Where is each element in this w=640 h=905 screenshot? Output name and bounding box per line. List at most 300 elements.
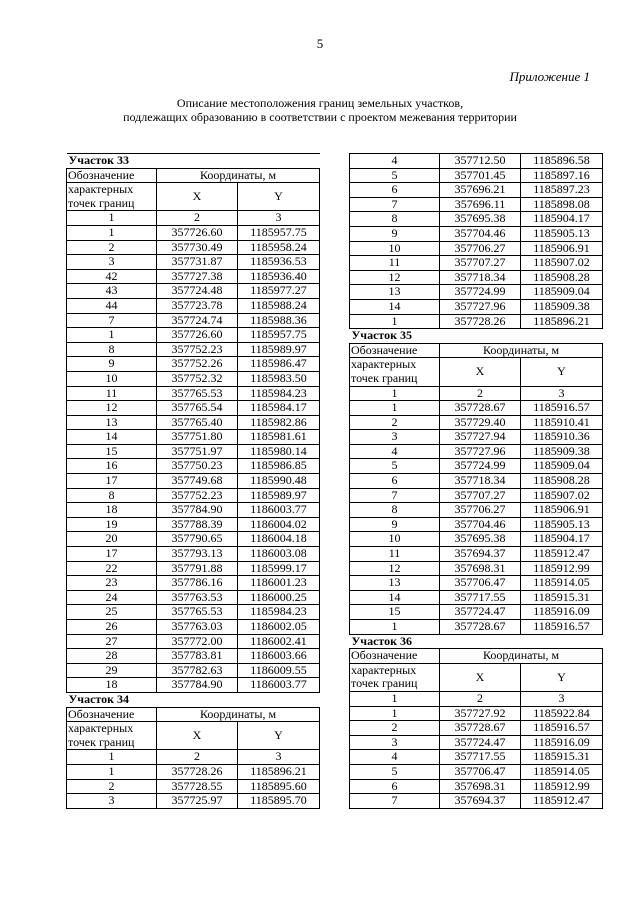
table-row [350,706,603,721]
designation-label-top: Обозначение [67,707,157,722]
x-coordinate: 357728.67 [440,721,521,736]
point-id: 12 [67,401,157,416]
x-coordinate: 357751.97 [157,444,238,459]
y-coordinate: 1185988.36 [238,313,320,328]
table-row [67,401,320,416]
y-coordinate: 1186001.23 [238,576,320,591]
x-coordinate: 357727.92 [440,706,521,721]
y-coordinate: 1185981.61 [238,430,320,445]
x-coordinate: 357696.21 [440,183,521,198]
y-coordinate: 1185977.27 [238,284,320,299]
y-coordinate: 1185898.08 [521,197,603,212]
point-id: 29 [67,663,157,678]
point-id: 44 [67,298,157,313]
y-coordinate: 1186000.25 [238,590,320,605]
coordinates-table [349,153,603,809]
table-row [67,269,320,284]
x-coordinate: 357749.68 [157,474,238,489]
point-id: 17 [67,474,157,489]
column-number: 1 [67,211,157,226]
column-number-row [67,750,320,765]
table-row [350,270,603,285]
y-coordinate: 1185910.41 [521,415,603,430]
point-id: 14 [67,430,157,445]
coordinates-label: Координаты, м [157,707,320,722]
x-coordinate: 357725.97 [157,794,238,809]
table-row [350,314,603,329]
column-number-row [67,211,320,226]
point-id: 1 [350,314,440,329]
x-coordinate: 357790.65 [157,532,238,547]
y-coordinate: 1185895.70 [238,794,320,809]
point-id: 6 [350,779,440,794]
y-coordinate: 1185999.17 [238,561,320,576]
y-coordinate: 1185904.17 [521,212,603,227]
table-row [67,532,320,547]
header-row [67,183,320,211]
x-coordinate: 357718.34 [440,474,521,489]
x-coordinate: 357765.40 [157,415,238,430]
table-row [350,430,603,445]
column-number-row [350,386,603,401]
point-id: 9 [350,226,440,241]
y-coordinate: 1186003.08 [238,547,320,562]
x-coordinate: 357727.38 [157,269,238,284]
designation-label-top: Обозначение [350,343,440,358]
x-coordinate: 357728.55 [157,779,238,794]
table-row [350,576,603,591]
x-coordinate: 357694.37 [440,547,521,562]
y-coordinate: 1185908.28 [521,474,603,489]
x-header: X [157,722,238,750]
y-header: Y [238,183,320,211]
designation-label-bottom: характерных точек границ [350,358,440,386]
x-coordinate: 357763.53 [157,590,238,605]
x-header: X [440,358,521,386]
designation-label-top: Обозначение [67,168,157,183]
point-id: 18 [67,503,157,518]
point-id: 23 [67,576,157,591]
point-id: 14 [350,299,440,314]
x-coordinate: 357707.27 [440,256,521,271]
section-title: Участок 36 [350,634,603,649]
x-coordinate: 357791.88 [157,561,238,576]
x-coordinate: 357752.32 [157,371,238,386]
appendix-label: Приложение 1 [509,69,590,84]
document-title [0,96,640,124]
table-row [67,284,320,299]
point-id: 20 [67,532,157,547]
table-row [67,255,320,270]
table-row [350,794,603,809]
y-header: Y [521,663,603,691]
table-row [67,488,320,503]
point-id: 7 [350,197,440,212]
x-coordinate: 357729.40 [440,415,521,430]
table-row [350,503,603,518]
header-row [350,663,603,691]
point-id: 6 [350,474,440,489]
x-coordinate: 357726.60 [157,225,238,240]
y-coordinate: 1185909.04 [521,459,603,474]
y-coordinate: 1185916.57 [521,401,603,416]
table-row [350,517,603,532]
y-coordinate: 1186004.18 [238,532,320,547]
y-coordinate: 1185958.24 [238,240,320,255]
table-row [350,605,603,620]
column-number: 2 [440,386,521,401]
table-row [67,298,320,313]
x-coordinate: 357695.38 [440,212,521,227]
table-row [67,649,320,664]
point-id: 1 [67,225,157,240]
y-coordinate: 1186003.77 [238,503,320,518]
point-id: 12 [350,561,440,576]
y-coordinate: 1185984.17 [238,401,320,416]
table-row [67,517,320,532]
y-coordinate: 1185986.47 [238,357,320,372]
point-id: 13 [350,285,440,300]
table-row [67,678,320,693]
y-coordinate: 1186002.41 [238,634,320,649]
table-row [350,444,603,459]
table-row [350,197,603,212]
table-row [350,212,603,227]
x-coordinate: 357772.00 [157,634,238,649]
y-coordinate: 1186002.05 [238,620,320,635]
y-coordinate: 1185915.31 [521,590,603,605]
point-id: 14 [350,590,440,605]
y-coordinate: 1185907.02 [521,488,603,503]
y-coordinate: 1185990.48 [238,474,320,489]
table-row [67,634,320,649]
point-id: 25 [67,605,157,620]
designation-label-bottom: характерных точек границ [67,722,157,750]
point-id: 2 [350,721,440,736]
point-id: 27 [67,634,157,649]
x-coordinate: 357728.26 [440,314,521,329]
x-coordinate: 357724.99 [440,285,521,300]
table-row [350,547,603,562]
point-id: 4 [350,444,440,459]
point-id: 11 [350,547,440,562]
x-coordinate: 357706.47 [440,764,521,779]
table-row [350,590,603,605]
header-row [350,358,603,386]
y-coordinate: 1186009.55 [238,663,320,678]
point-id: 10 [350,241,440,256]
y-coordinate: 1185957.75 [238,225,320,240]
x-coordinate: 357718.34 [440,270,521,285]
point-id: 4 [350,154,440,169]
table-row [350,764,603,779]
x-coordinate: 357730.49 [157,240,238,255]
point-id: 19 [67,517,157,532]
x-coordinate: 357784.90 [157,503,238,518]
x-coordinate: 357724.48 [157,284,238,299]
point-id: 1 [350,401,440,416]
header-row [350,343,603,358]
y-coordinate: 1186003.66 [238,649,320,664]
point-id: 1 [350,706,440,721]
section-header-row [67,692,320,707]
table-row [350,299,603,314]
point-id: 3 [350,735,440,750]
y-coordinate: 1185986.85 [238,459,320,474]
y-coordinate: 1185906.91 [521,503,603,518]
x-coordinate: 357723.78 [157,298,238,313]
coordinates-label: Координаты, м [157,168,320,183]
table-row [350,241,603,256]
x-coordinate: 357698.31 [440,779,521,794]
column-number: 3 [238,211,320,226]
point-id: 1 [350,620,440,635]
table-row [350,183,603,198]
header-row [67,707,320,722]
point-id: 11 [67,386,157,401]
y-coordinate: 1185936.53 [238,255,320,270]
x-coordinate: 357717.55 [440,750,521,765]
point-id: 10 [350,532,440,547]
x-coordinate: 357728.26 [157,764,238,779]
point-id: 7 [350,488,440,503]
table-row [350,750,603,765]
y-coordinate: 1185914.05 [521,764,603,779]
point-id: 3 [67,255,157,270]
point-id: 28 [67,649,157,664]
x-coordinate: 357728.67 [440,620,521,635]
point-id: 13 [350,576,440,591]
y-coordinate: 1185916.57 [521,620,603,635]
x-coordinate: 357724.99 [440,459,521,474]
x-coordinate: 357765.53 [157,386,238,401]
section-header-row [350,634,603,649]
table-row [67,415,320,430]
table-row [350,561,603,576]
y-coordinate: 1185896.58 [521,154,603,169]
point-id: 3 [67,794,157,809]
title-line-1: Описание местоположения границ земельных участков, [176,96,464,110]
y-coordinate: 1185912.99 [521,561,603,576]
y-coordinate: 1185988.24 [238,298,320,313]
section-title: Участок 35 [350,329,603,344]
point-id: 5 [350,459,440,474]
column-number: 2 [157,750,238,765]
y-coordinate: 1185916.57 [521,721,603,736]
x-coordinate: 357786.16 [157,576,238,591]
y-coordinate: 1186003.77 [238,678,320,693]
point-id: 17 [67,547,157,562]
point-id: 2 [67,240,157,255]
title-line-2: подлежащих образованию в соответствии с проектом межевания территории [123,110,517,124]
table-row [350,226,603,241]
table-row [67,547,320,562]
coordinates-table [66,153,320,809]
point-id: 12 [350,270,440,285]
y-coordinate: 1185980.14 [238,444,320,459]
y-header: Y [521,358,603,386]
table-row [67,474,320,489]
table-row [350,620,603,635]
y-coordinate: 1185983.50 [238,371,320,386]
section-header-row [350,329,603,344]
point-id: 26 [67,620,157,635]
x-coordinate: 357763.03 [157,620,238,635]
point-id: 10 [67,371,157,386]
section-title: Участок 34 [67,692,320,707]
table-row [350,154,603,169]
table-row [350,256,603,271]
x-coordinate: 357704.46 [440,226,521,241]
point-id: 8 [350,503,440,518]
table-row [350,285,603,300]
table-row [350,415,603,430]
x-coordinate: 357727.96 [440,444,521,459]
table-row [67,357,320,372]
table-row [67,386,320,401]
table-row [67,620,320,635]
y-coordinate: 1185989.97 [238,342,320,357]
table-row [67,342,320,357]
table-row [67,764,320,779]
x-coordinate: 357696.11 [440,197,521,212]
y-coordinate: 1185895.60 [238,779,320,794]
point-id: 8 [67,342,157,357]
point-id: 2 [67,779,157,794]
x-coordinate: 357704.46 [440,517,521,532]
point-id: 16 [67,459,157,474]
column-number: 3 [521,691,603,706]
point-id: 3 [350,430,440,445]
x-coordinate: 357784.90 [157,678,238,693]
table-row [67,225,320,240]
column-number: 2 [157,211,238,226]
y-coordinate: 1185982.86 [238,415,320,430]
y-coordinate: 1185909.38 [521,299,603,314]
point-id: 8 [350,212,440,227]
column-number: 1 [350,386,440,401]
x-coordinate: 357712.50 [440,154,521,169]
point-id: 18 [67,678,157,693]
y-coordinate: 1185896.21 [238,764,320,779]
x-coordinate: 357717.55 [440,590,521,605]
y-coordinate: 1185910.36 [521,430,603,445]
x-coordinate: 357788.39 [157,517,238,532]
y-coordinate: 1185912.47 [521,547,603,562]
y-coordinate: 1185904.17 [521,532,603,547]
y-coordinate: 1185936.40 [238,269,320,284]
point-id: 6 [350,183,440,198]
column-number: 2 [440,691,521,706]
x-coordinate: 357752.26 [157,357,238,372]
left-coordinates-table [66,153,319,809]
column-number-row [350,691,603,706]
designation-label-top: Обозначение [350,649,440,664]
y-coordinate: 1185912.99 [521,779,603,794]
x-coordinate: 357695.38 [440,532,521,547]
point-id: 2 [350,415,440,430]
point-id: 4 [350,750,440,765]
table-row [67,328,320,343]
point-id: 15 [350,605,440,620]
point-id: 11 [350,256,440,271]
y-coordinate: 1185922.84 [521,706,603,721]
x-coordinate: 357782.63 [157,663,238,678]
point-id: 13 [67,415,157,430]
x-coordinate: 357727.94 [440,430,521,445]
x-coordinate: 357707.27 [440,488,521,503]
section-title: Участок 33 [67,154,320,169]
x-coordinate: 357706.47 [440,576,521,591]
point-id: 1 [67,764,157,779]
table-row [350,721,603,736]
point-id: 7 [67,313,157,328]
y-coordinate: 1185905.13 [521,226,603,241]
x-coordinate: 357694.37 [440,794,521,809]
table-row [67,794,320,809]
point-id: 1 [67,328,157,343]
header-row [67,168,320,183]
column-number: 1 [350,691,440,706]
y-coordinate: 1185896.21 [521,314,603,329]
table-row [67,313,320,328]
page-number: 5 [316,36,324,51]
section-header-row [67,154,320,169]
y-coordinate: 1185916.09 [521,735,603,750]
x-coordinate: 357750.23 [157,459,238,474]
point-id: 7 [350,794,440,809]
point-id: 9 [350,517,440,532]
x-coordinate: 357751.80 [157,430,238,445]
y-coordinate: 1185989.97 [238,488,320,503]
y-coordinate: 1185897.16 [521,168,603,183]
table-row [67,459,320,474]
table-row [67,779,320,794]
table-row [67,605,320,620]
y-coordinate: 1185916.09 [521,605,603,620]
header-row [350,649,603,664]
table-row [67,663,320,678]
x-coordinate: 357752.23 [157,342,238,357]
x-coordinate: 357724.74 [157,313,238,328]
x-coordinate: 357783.81 [157,649,238,664]
x-coordinate: 357724.47 [440,605,521,620]
y-header: Y [238,722,320,750]
x-coordinate: 357701.45 [440,168,521,183]
y-coordinate: 1185908.28 [521,270,603,285]
coordinates-label: Координаты, м [440,649,603,664]
y-coordinate: 1185909.04 [521,285,603,300]
x-coordinate: 357706.27 [440,503,521,518]
x-coordinate: 357728.67 [440,401,521,416]
y-coordinate: 1185957.75 [238,328,320,343]
x-coordinate: 357765.53 [157,605,238,620]
table-row [350,735,603,750]
table-row [350,779,603,794]
table-row [67,561,320,576]
designation-label-bottom: характерных точек границ [350,663,440,691]
header-row [67,722,320,750]
x-coordinate: 357752.23 [157,488,238,503]
table-row [350,168,603,183]
point-id: 5 [350,168,440,183]
table-row [350,532,603,547]
table-row [67,503,320,518]
coordinates-label: Координаты, м [440,343,603,358]
table-row [350,488,603,503]
point-id: 22 [67,561,157,576]
table-row [350,459,603,474]
